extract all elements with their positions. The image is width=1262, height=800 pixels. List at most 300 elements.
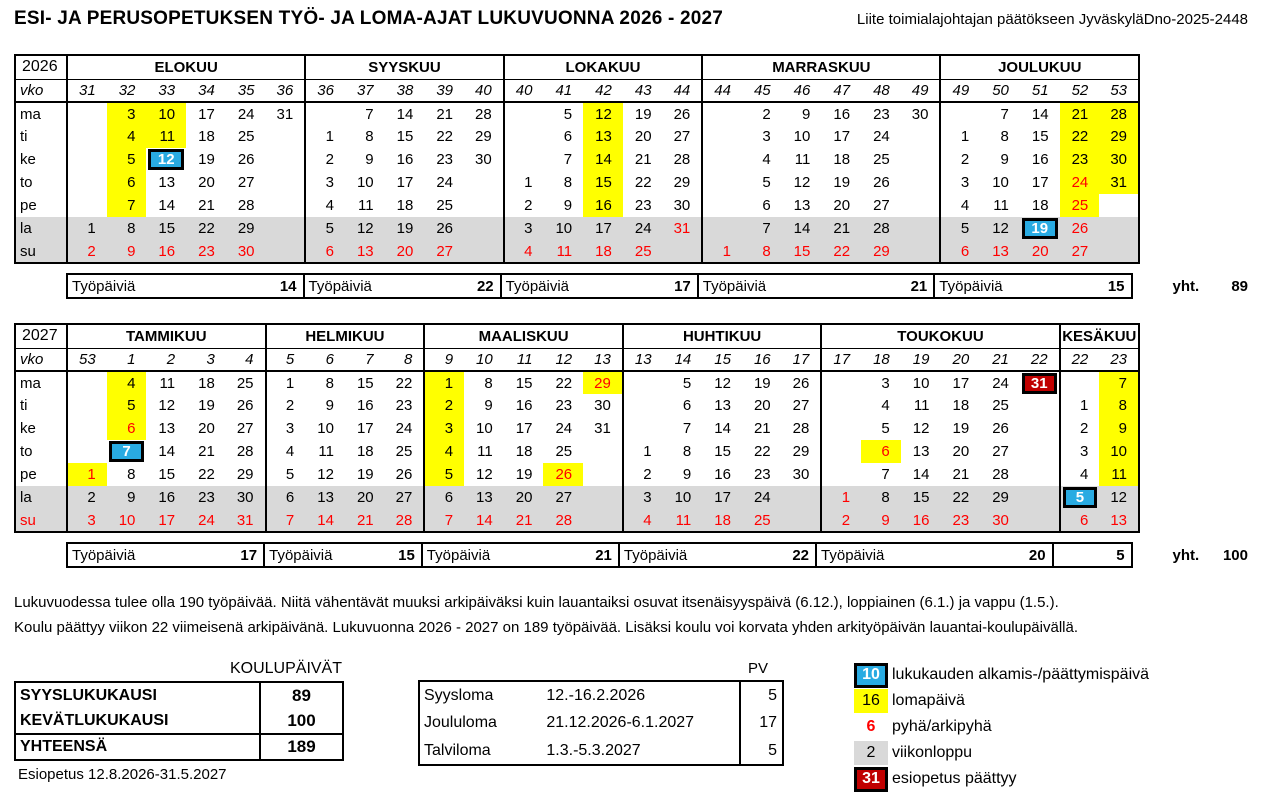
day-cell: 28 [673, 151, 691, 168]
day-cell: 29 [1099, 125, 1139, 148]
day-cell: 11 [913, 397, 930, 414]
day-cell: 29 [980, 486, 1020, 509]
day-cell: 15 [356, 374, 374, 392]
day-cell: 18 [515, 443, 533, 460]
day-cell: 27 [792, 397, 810, 414]
workdays-label: Työpäiviä [702, 277, 767, 295]
day-cell: 5 [563, 105, 573, 123]
month-header: HUHTIKUU [623, 324, 822, 348]
day-cell: 28 [543, 509, 583, 532]
day-cell [266, 148, 306, 171]
day-cell: 5 [762, 174, 771, 191]
day-cell: 12 [345, 217, 385, 240]
workdays-label: Työpäiviä [426, 546, 491, 564]
day-cell: 18 [702, 509, 742, 532]
day-cell: 2 [623, 463, 663, 486]
term-start-end-day: 12 [148, 149, 184, 170]
day-cell: 18 [583, 240, 623, 263]
day-row-label: la [15, 486, 67, 509]
day-cell: 28 [1099, 102, 1139, 125]
week-number-cell: 46 [782, 79, 822, 102]
workdays-label: Työpäiviä [308, 277, 372, 295]
week-number-cell: 31 [67, 79, 107, 102]
day-cell: 3 [504, 217, 544, 240]
month-header: MARRASKUU [702, 55, 940, 79]
term-value: 100 [287, 710, 316, 730]
day-cell: 14 [158, 443, 176, 460]
calendar-2027-section [14, 323, 1248, 568]
day-cell [67, 171, 107, 194]
day-cell: 14 [912, 466, 930, 483]
term-start-end-day: 7 [109, 441, 145, 462]
day-cell: 13 [583, 125, 623, 148]
day-cell: 10 [356, 174, 374, 191]
day-cell: 17 [356, 420, 374, 437]
day-cell: 10 [146, 102, 186, 125]
day-row-label: to [15, 171, 67, 194]
pv-header: PV [747, 660, 768, 677]
workdays-table [66, 542, 1133, 568]
day-cell: 24 [395, 420, 413, 437]
day-cell: 20 [198, 420, 215, 437]
legend-item [854, 714, 1149, 740]
week-number-cell: 8 [385, 348, 425, 371]
day-cell: 21 [753, 420, 771, 437]
day-cell: 20 [952, 443, 970, 460]
day-cell: 11 [318, 443, 334, 460]
day-cell [782, 486, 822, 509]
week-number-cell: 3 [186, 348, 226, 371]
day-cell: 6 [266, 486, 306, 509]
day-cell: 12 [583, 102, 623, 125]
day-cell: 17 [952, 374, 970, 392]
day-cell: 6 [940, 240, 980, 263]
day-cell: 8 [484, 374, 493, 392]
day-row-label: ke [15, 148, 67, 171]
day-cell: 8 [1000, 128, 1009, 145]
day-cell: 27 [385, 486, 425, 509]
day-cell: 12 [714, 374, 731, 392]
day-row-label: ma [15, 371, 67, 394]
day-cell: 23 [395, 397, 413, 414]
calendar-table-2027 [14, 323, 1140, 533]
week-number-cell: 40 [464, 79, 504, 102]
week-number-cell: 4 [226, 348, 266, 371]
day-cell [464, 171, 504, 194]
day-cell: 24 [436, 174, 454, 191]
day-cell: 13 [1099, 509, 1139, 532]
day-cell [266, 240, 306, 263]
day-cell: 30 [226, 486, 266, 509]
day-cell: 6 [762, 197, 771, 214]
day-cell: 5 [424, 463, 464, 486]
day-cell: 25 [237, 128, 255, 145]
day-cell: 10 [107, 509, 147, 532]
day-cell: 6 [861, 440, 901, 463]
day-cell: 29 [673, 174, 691, 191]
month-header: TAMMIKUU [67, 324, 266, 348]
year-cell: 2027 [15, 324, 67, 348]
day-cell: 3 [762, 128, 771, 145]
week-number-cell: 49 [940, 79, 980, 102]
total-label: YHTEENSÄ [15, 734, 260, 760]
day-cell: 12 [317, 466, 334, 483]
day-cell: 27 [1060, 240, 1100, 263]
week-number-cell: 34 [186, 79, 226, 102]
day-cell [67, 125, 107, 148]
month-header: LOKAKUU [504, 55, 703, 79]
workdays-value: 15 [1107, 277, 1125, 295]
day-cell: 16 [583, 194, 623, 217]
day-cell: 29 [236, 466, 254, 483]
legend-chip-y: 16 [854, 689, 888, 713]
day-cell: 2 [424, 394, 464, 417]
day-cell: 28 [992, 466, 1009, 483]
day-cell: 29 [583, 371, 623, 394]
day-cell: 31 [276, 105, 294, 123]
year-total-label: yht. [1172, 546, 1200, 564]
week-number-cell: 6 [305, 348, 345, 371]
day-cell: 11 [794, 151, 811, 168]
day-cell: 10 [663, 486, 703, 509]
day-cell [67, 194, 107, 217]
day-cell: 8 [1099, 394, 1139, 417]
workdays-cell [67, 543, 264, 567]
day-cell: 5 [940, 217, 980, 240]
summary-section [14, 660, 1248, 792]
day-cell: 16 [396, 151, 414, 168]
day-row-label: su [15, 509, 67, 532]
day-cell: 14 [782, 217, 822, 240]
day-cell: 3 [266, 417, 306, 440]
day-cell: 18 [356, 443, 374, 460]
total-value: 189 [260, 734, 343, 760]
day-cell: 18 [396, 197, 414, 214]
week-number-cell: 42 [583, 79, 623, 102]
day-cell: 6 [305, 240, 345, 263]
week-number-cell: 21 [980, 348, 1020, 371]
day-cell: 9 [1000, 151, 1009, 168]
day-cell: 9 [861, 509, 901, 532]
day-cell [940, 102, 980, 125]
month-header: JOULUKUU [940, 55, 1139, 79]
day-cell: 31 [663, 217, 703, 240]
day-cell: 16 [515, 397, 533, 414]
day-cell: 18 [198, 374, 215, 392]
day-cell: 19 [198, 151, 215, 168]
workdays-cell [934, 274, 1131, 298]
day-cell: 17 [515, 420, 533, 437]
school-days-table [14, 681, 344, 761]
day-cell [67, 417, 107, 440]
workdays-cell [264, 543, 422, 567]
day-cell: 1 [424, 371, 464, 394]
day-cell [67, 148, 107, 171]
day-cell: 25 [992, 397, 1009, 414]
day-row-label: ti [15, 125, 67, 148]
day-cell: 13 [345, 240, 385, 263]
day-cell: 29 [861, 240, 901, 263]
day-cell: 7 [365, 105, 374, 123]
year-total-label: yht. [1172, 277, 1200, 295]
day-cell: 27 [992, 443, 1009, 460]
day-cell: 23 [186, 240, 226, 263]
year-total-value: 89 [1231, 277, 1248, 295]
day-cell: 5 [266, 463, 306, 486]
day-cell: 20 [753, 397, 771, 414]
workdays-cells [67, 274, 1132, 298]
day-cell [67, 394, 107, 417]
day-row-label: la [15, 217, 67, 240]
month-header-row [15, 55, 1139, 79]
day-cell: 15 [515, 374, 533, 392]
day-cell: 3 [623, 486, 663, 509]
term-value: 89 [292, 685, 311, 705]
day-cell [702, 148, 742, 171]
day-cell: 4 [504, 240, 544, 263]
workdays-cell [619, 543, 816, 567]
day-cell [504, 102, 544, 125]
day-cell: 22 [821, 240, 861, 263]
day-cell: 25 [555, 443, 573, 460]
day-cell: 10 [992, 174, 1009, 191]
day-cell: 14 [714, 420, 731, 437]
day-cell [1099, 217, 1139, 240]
week-number-row [15, 79, 1139, 102]
day-cell: 30 [980, 509, 1020, 532]
day-cell: 3 [424, 417, 464, 440]
day-cell [901, 148, 941, 171]
day-cell: 10 [793, 128, 811, 145]
day-cell: 13 [464, 486, 504, 509]
day-cell [901, 171, 941, 194]
day-cell: 21 [198, 443, 215, 460]
week-number-cell: 39 [424, 79, 464, 102]
day-cell: 30 [792, 466, 810, 483]
day-cell: 25 [395, 443, 413, 460]
term-label: KEVÄTLUKUKAUSI [15, 708, 260, 734]
day-row-label: ti [15, 394, 67, 417]
day-cell: 27 [237, 174, 255, 191]
day-row-label: su [15, 240, 67, 263]
day-cell: 26 [237, 151, 255, 168]
day-row-su [15, 509, 1139, 532]
day-cell: 7 [682, 420, 692, 437]
day-cell: 6 [1060, 509, 1100, 532]
day-cell [702, 102, 742, 125]
week-number-cell: 53 [1099, 79, 1139, 102]
day-cell: 21 [345, 509, 385, 532]
day-cell: 23 [873, 105, 890, 123]
day-cell: 23 [186, 486, 226, 509]
workdays-cell [501, 274, 698, 298]
day-cell: 4 [940, 194, 980, 217]
day-cell: 11 [159, 374, 176, 392]
day-row-su [15, 240, 1139, 263]
workdays-cells [67, 543, 1132, 567]
day-cell: 25 [436, 197, 454, 214]
day-cell [821, 371, 861, 394]
day-cell: 7 [107, 194, 147, 217]
week-number-cell: 37 [345, 79, 385, 102]
legend-chip-b: 10 [854, 663, 888, 688]
day-cell: 19 [753, 374, 771, 392]
day-cell: 19 [515, 466, 533, 483]
week-number-cell: 36 [266, 79, 306, 102]
page-title: ESI- JA PERUSOPETUKSEN TYÖ- JA LOMA-AJAT LUKUVUONNA 2026 - 2027 [14, 8, 724, 29]
day-cell: 19 [634, 105, 652, 123]
workdays-label: Työpäiviä [72, 277, 136, 295]
week-number-cell: 13 [583, 348, 623, 371]
day-cell: 21 [634, 151, 652, 168]
day-row-label: to [15, 440, 67, 463]
day-cell: 4 [266, 440, 306, 463]
day-cell: 20 [345, 486, 385, 509]
day-cell: 15 [714, 443, 731, 460]
day-cell: 6 [424, 486, 464, 509]
week-number-cell: 51 [1020, 79, 1060, 102]
day-cell: 12 [912, 420, 930, 437]
day-cell: 26 [673, 105, 691, 123]
day-cell [583, 440, 623, 463]
day-cell: 13 [158, 420, 176, 437]
day-row-ti [15, 125, 1139, 148]
day-cell: 14 [158, 197, 176, 214]
day-cell: 13 [714, 397, 731, 414]
workdays-cell [67, 274, 304, 298]
day-cell: 2 [266, 394, 306, 417]
day-cell: 22 [395, 374, 413, 392]
day-cell: 2 [1060, 417, 1100, 440]
day-cell [702, 125, 742, 148]
day-cell: 10 [912, 374, 930, 392]
day-cell: 1 [702, 240, 742, 263]
day-cell: 15 [583, 171, 623, 194]
day-cell [146, 148, 186, 171]
week-number-cell: 35 [226, 79, 266, 102]
legend-chip-dr: 31 [854, 767, 888, 792]
day-cell: 1 [67, 217, 107, 240]
day-cell [702, 171, 742, 194]
day-cell: 28 [236, 443, 254, 460]
week-number-cell: 48 [861, 79, 901, 102]
day-cell: 29 [475, 128, 492, 145]
day-cell: 8 [563, 174, 573, 191]
day-cell: 19 [952, 420, 970, 437]
day-cell: 7 [1099, 371, 1139, 394]
day-cell: 1 [1060, 394, 1100, 417]
day-cell: 19 [356, 466, 374, 483]
day-cell: 18 [952, 397, 970, 414]
week-number-cell: 38 [385, 79, 425, 102]
day-cell [623, 371, 663, 394]
day-cell: 15 [158, 466, 176, 483]
day-cell: 4 [107, 125, 147, 148]
day-cell: 4 [305, 194, 345, 217]
day-cell: 30 [226, 240, 266, 263]
day-row-label: pe [15, 194, 67, 217]
week-number-cell: 19 [901, 348, 941, 371]
month-header: KESÄKUU [1060, 324, 1139, 348]
week-number-cell: 52 [1060, 79, 1100, 102]
day-cell: 22 [186, 217, 226, 240]
week-number-cell: 22 [1060, 348, 1100, 371]
day-cell: 1 [266, 371, 306, 394]
workdays-value: 22 [476, 277, 494, 295]
workdays-cell [1053, 543, 1132, 567]
day-cell [901, 125, 941, 148]
day-cell: 1 [67, 463, 107, 486]
day-cell: 6 [682, 397, 692, 414]
day-cell: 21 [952, 466, 970, 483]
week-number-cell: 20 [940, 348, 980, 371]
preschool-note: Esiopetus 12.8.2026-31.5.2027 [18, 766, 227, 783]
day-cell: 9 [365, 151, 374, 168]
day-cell: 30 [911, 105, 929, 123]
week-number-cell: 16 [742, 348, 782, 371]
day-cell: 19 [198, 397, 215, 414]
day-cell: 5 [682, 374, 692, 392]
day-cell [266, 194, 306, 217]
day-cell: 11 [477, 443, 493, 460]
day-row-to [15, 171, 1139, 194]
day-cell: 9 [107, 240, 147, 263]
table-row [419, 681, 783, 709]
day-cell: 12 [1099, 486, 1139, 509]
workdays-cell [304, 274, 501, 298]
day-cell: 21 [821, 217, 861, 240]
week-number-cell: 36 [305, 79, 345, 102]
day-cell [504, 125, 544, 148]
day-cell: 22 [940, 486, 980, 509]
day-cell: 4 [424, 440, 464, 463]
day-cell: 9 [1099, 417, 1139, 440]
week-number-cell: 10 [464, 348, 504, 371]
day-cell [583, 463, 623, 486]
month-header: TOUKOKUU [821, 324, 1059, 348]
day-cell: 8 [682, 443, 692, 460]
week-number-cell: 43 [623, 79, 663, 102]
year-total [1173, 278, 1248, 295]
day-cell: 26 [236, 397, 254, 414]
workdays-value: 21 [910, 277, 928, 295]
day-cell: 7 [266, 509, 306, 532]
day-cell: 22 [634, 174, 652, 191]
day-cell: 1 [504, 171, 544, 194]
day-cell: 8 [742, 240, 782, 263]
day-cell: 2 [305, 148, 345, 171]
day-cell: 18 [1031, 197, 1049, 214]
day-cell [901, 194, 941, 217]
day-cell: 26 [424, 217, 464, 240]
note-line: Koulu päättyy viikon 22 viimeisenä arkipäivänä. Lukuvuonna 2026 - 2027 on 189 työpäivää. Lisäksi koulu voi korvata yhden arkityöpäivän lauantai-koulupäivällä. [14, 619, 1079, 636]
holiday-days: 5 [740, 737, 783, 765]
day-cell: 28 [385, 509, 425, 532]
legend-item [854, 662, 1149, 688]
day-cell [1020, 509, 1060, 532]
workdays-value: 17 [240, 546, 258, 564]
day-cell: 11 [663, 509, 703, 532]
week-number-cell: 53 [67, 348, 107, 371]
day-cell [1020, 217, 1060, 240]
day-cell: 30 [475, 151, 492, 168]
day-row-label: pe [15, 463, 67, 486]
week-row-label: vko [15, 348, 67, 371]
day-cell: 27 [424, 240, 464, 263]
holiday-dates: 21.12.2026-6.1.2027 [546, 714, 695, 731]
day-cell: 13 [793, 197, 811, 214]
holiday-name: Joululoma [424, 714, 497, 731]
